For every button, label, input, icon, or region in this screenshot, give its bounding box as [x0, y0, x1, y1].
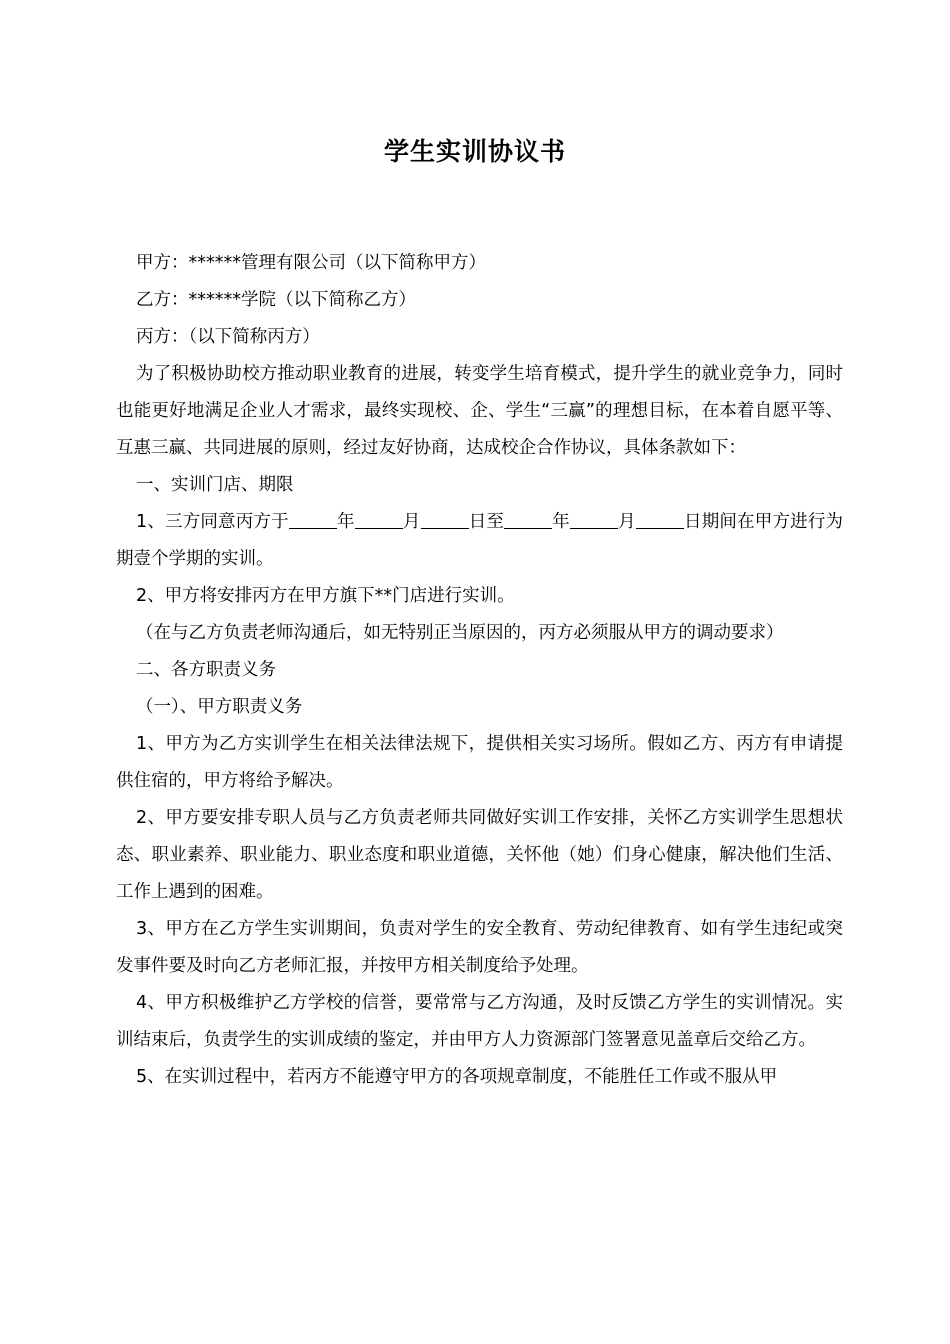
item-1-text-b: 年	[336, 512, 355, 532]
blank-start-day	[421, 510, 469, 529]
item-1-text-g: 日期间在甲方进行为期壹个学期的实训。	[116, 512, 844, 569]
document-title: 学生实训协议书	[383, 137, 566, 166]
party-a-line: 甲方：******管理有限公司（以下简称甲方）	[136, 253, 486, 273]
item-1-text-a: 1、三方同意丙方于	[136, 512, 289, 532]
section-1-note: （在与乙方负责老师沟通后，如无特别正当原因的，丙方必须服从甲方的调动要求）	[136, 623, 784, 643]
party-a-duty-2: 2、甲方要安排专职人员与乙方负责老师共同做好实训工作安排，关怀乙方实训学生思想状态、职业素养、职业能力、职业态度和职业道德，关怀他（她）们身心健康，解决他们生活、工作上遇到的困难。	[116, 808, 843, 902]
subsection-a-title: （一）、甲方职责义务	[136, 697, 303, 717]
blank-start-year	[289, 510, 337, 529]
party-c-line: 丙方：（以下简称丙方）	[136, 327, 320, 347]
party-a-duty-1: 1、甲方为乙方实训学生在相关法律法规下，提供相关实习场所。假如乙方、丙方有申请提供住宿的，甲方将给予解决。	[116, 734, 843, 791]
blank-start-month	[355, 510, 403, 529]
blank-end-year	[504, 510, 552, 529]
item-1-text-f: 月	[617, 512, 636, 532]
intro-paragraph: 为了积极协助校方推动职业教育的进展，转变学生培育模式，提升学生的就业竞争力，同时也能更好地满足企业人才需求，最终实现校、企、学生“三赢”的理想目标，在本着自愿平等、互惠三赢、共同进展的原则，经过友好协商，达成校企合作协议，具体条款如下：	[116, 364, 843, 458]
section-1-item-2: 2、甲方将安排丙方在甲方旗下**门店进行实训。	[136, 586, 515, 606]
section-1-title: 一、实训门店、期限	[136, 475, 294, 495]
item-1-text-e: 年	[552, 512, 570, 532]
blank-end-month	[570, 510, 618, 529]
section-2-title: 二、各方职责义务	[136, 660, 276, 680]
document-body	[116, 245, 843, 1096]
party-a-duty-4: 4、甲方积极维护乙方学校的信誉，要常常与乙方沟通，及时反馈乙方学生的实训情况。实训结束后，负责学生的实训成绩的鉴定，并由甲方人力资源部门签署意见盖章后交给乙方。	[116, 993, 843, 1050]
item-1-text-d: 日至	[468, 512, 505, 532]
section-1-item-1	[116, 504, 843, 578]
blank-end-day	[636, 510, 684, 529]
party-a-duty-5: 5、在实训过程中，若丙方不能遵守甲方的各项规章制度，不能胜任工作或不服从甲	[136, 1067, 778, 1087]
item-1-text-c: 月	[402, 512, 421, 532]
party-a-duty-3: 3、甲方在乙方学生实训期间，负责对学生的安全教育、劳动纪律教育、如有学生违纪或突发事件要及时向乙方老师汇报，并按甲方相关制度给予处理。	[116, 919, 843, 976]
party-b-line: 乙方：******学院（以下简称乙方）	[136, 290, 416, 310]
